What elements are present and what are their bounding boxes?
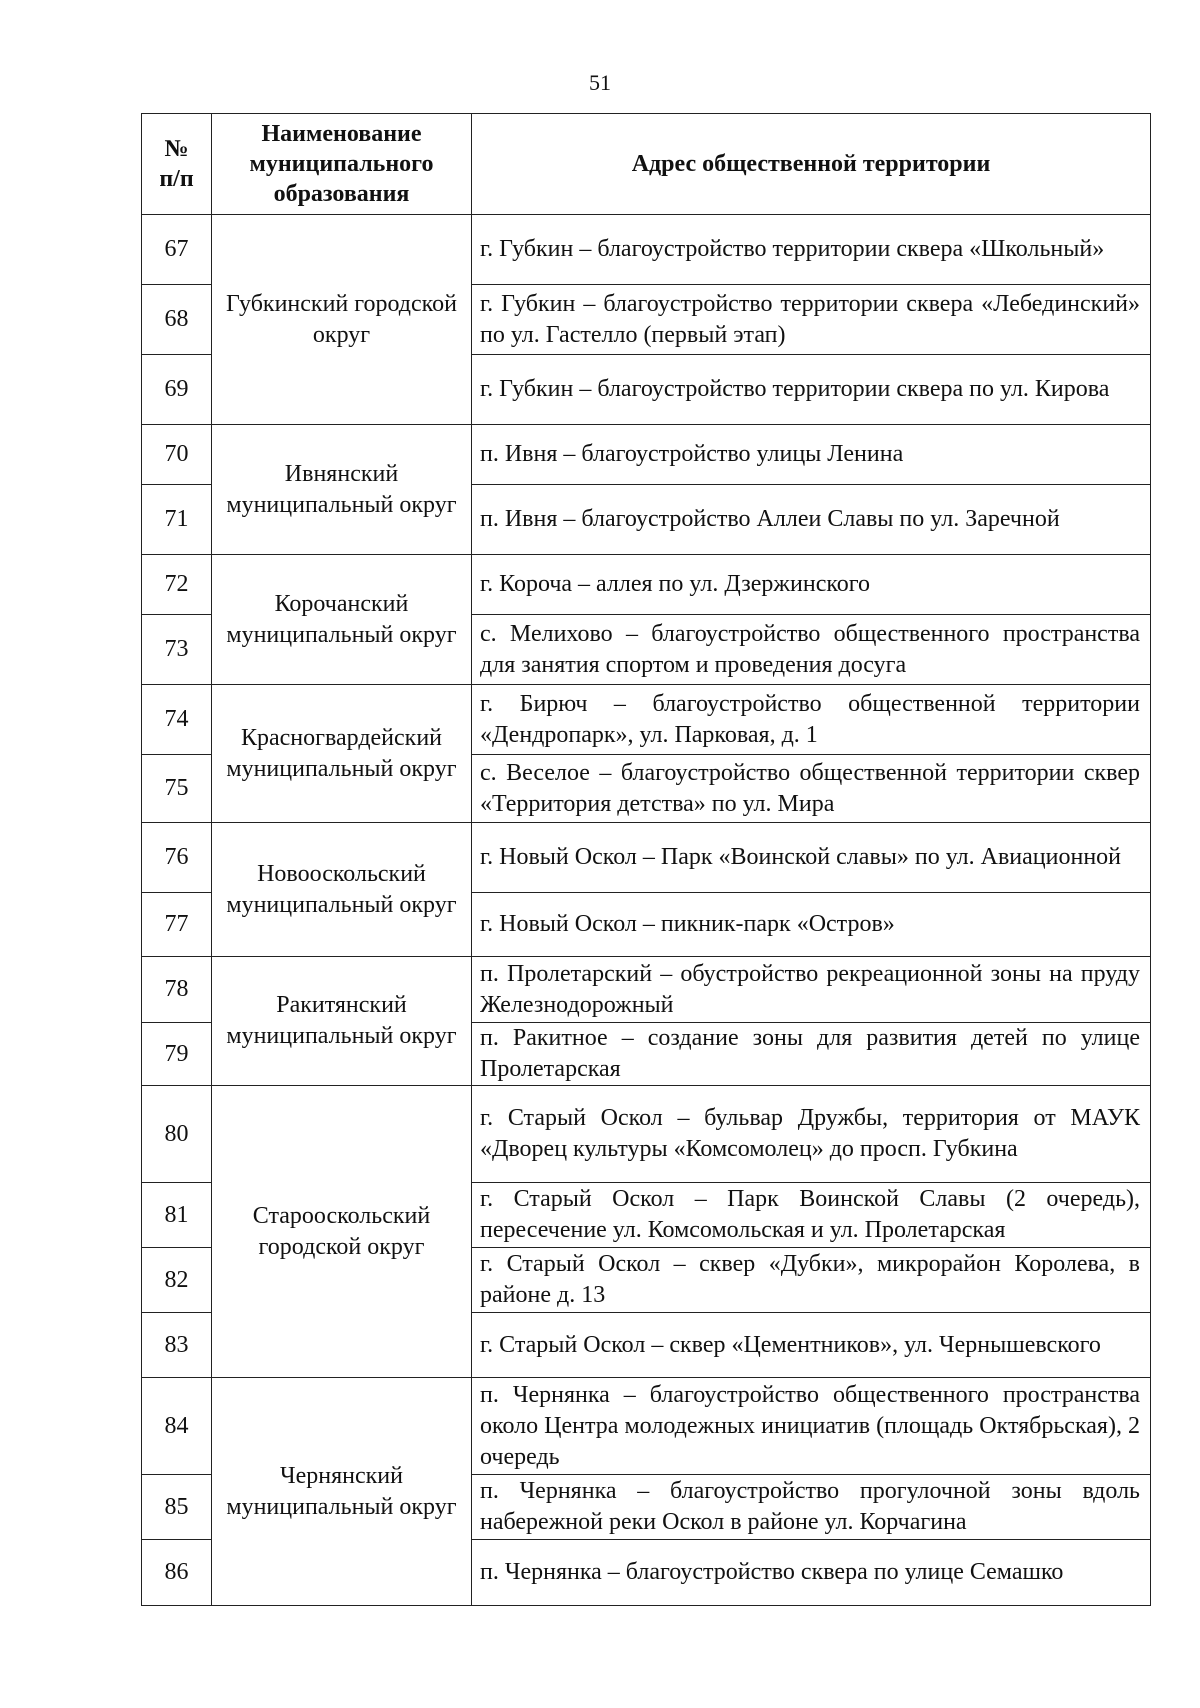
row-num: 76 — [142, 823, 212, 893]
page-number: 51 — [589, 70, 611, 95]
row-num: 70 — [142, 425, 212, 485]
address-cell: г. Старый Оскол – бульвар Дружбы, территория от МАУК «Дворец культуры «Комсомолец» до просп. Губкина — [472, 1086, 1151, 1183]
municipality-cell: Чернянский муниципальный округ — [212, 1378, 472, 1606]
address-cell: п. Чернянка – благоустройство сквера по улице Семашко — [472, 1540, 1151, 1606]
table-row — [142, 425, 1151, 485]
row-num: 78 — [142, 957, 212, 1023]
table-row — [142, 823, 1151, 893]
row-num: 84 — [142, 1378, 212, 1475]
header-address: Адрес общественной территории — [472, 114, 1151, 215]
row-num: 82 — [142, 1248, 212, 1313]
table-header-row — [142, 114, 1151, 215]
address-cell: г. Короча – аллея по ул. Дзержинского — [472, 555, 1151, 615]
address-cell: г. Губкин – благоустройство территории сквера «Школьный» — [472, 215, 1151, 285]
table-row — [142, 1086, 1151, 1183]
municipality-cell: Корочанский муниципальный округ — [212, 555, 472, 685]
address-cell: г. Новый Оскол – пикник-парк «Остров» — [472, 893, 1151, 957]
address-cell: г. Бирюч – благоустройство общественной территории «Дендропарк», ул. Парковая, д. 1 — [472, 685, 1151, 755]
address-cell: с. Веселое – благоустройство общественной территории сквер «Территория детства» по ул. Мира — [472, 755, 1151, 823]
row-num: 86 — [142, 1540, 212, 1606]
municipality-cell: Ивнянский муниципальный округ — [212, 425, 472, 555]
municipality-cell: Губкинский городской округ — [212, 215, 472, 425]
address-cell: п. Пролетарский – обустройство рекреационной зоны на пруду Железнодорожный — [472, 957, 1151, 1023]
address-cell: п. Чернянка – благоустройство общественного пространства около Центра молодежных инициатив (площадь Октябрьская), 2 очередь — [472, 1378, 1151, 1475]
address-cell: п. Ракитное – создание зоны для развития детей по улице Пролетарская — [472, 1023, 1151, 1086]
row-num: 81 — [142, 1183, 212, 1248]
municipality-cell: Старооскольский городской округ — [212, 1086, 472, 1378]
territories-table — [141, 113, 1151, 1606]
municipality-cell: Ракитянский муниципальный округ — [212, 957, 472, 1086]
row-num: 71 — [142, 485, 212, 555]
table-row — [142, 555, 1151, 615]
row-num: 72 — [142, 555, 212, 615]
row-num: 68 — [142, 285, 212, 355]
address-cell: г. Старый Оскол – сквер «Дубки», микрорайон Королева, в районе д. 13 — [472, 1248, 1151, 1313]
address-cell: п. Ивня – благоустройство Аллеи Славы по ул. Заречной — [472, 485, 1151, 555]
municipality-cell: Новооскольский муниципальный округ — [212, 823, 472, 957]
header-num: № п/п — [142, 114, 212, 215]
row-num: 69 — [142, 355, 212, 425]
address-cell: с. Мелихово – благоустройство общественного пространства для занятия спортом и проведения досуга — [472, 615, 1151, 685]
address-cell: г. Губкин – благоустройство территории сквера «Лебединский» по ул. Гастелло (первый этап) — [472, 285, 1151, 355]
table-row — [142, 215, 1151, 285]
address-cell: г. Старый Оскол – Парк Воинской Славы (2 очередь), пересечение ул. Комсомольская и ул. Пролетарская — [472, 1183, 1151, 1248]
address-cell: г. Губкин – благоустройство территории сквера по ул. Кирова — [472, 355, 1151, 425]
row-num: 85 — [142, 1475, 212, 1540]
header-municipality: Наименование муниципального образования — [212, 114, 472, 215]
address-cell: п. Ивня – благоустройство улицы Ленина — [472, 425, 1151, 485]
table-row — [142, 1378, 1151, 1475]
municipality-cell: Красногвардейский муниципальный округ — [212, 685, 472, 823]
row-num: 74 — [142, 685, 212, 755]
row-num: 79 — [142, 1023, 212, 1086]
row-num: 73 — [142, 615, 212, 685]
address-cell: п. Чернянка – благоустройство прогулочной зоны вдоль набережной реки Оскол в районе ул. Корчагина — [472, 1475, 1151, 1540]
address-cell: г. Старый Оскол – сквер «Цементников», ул. Чернышевского — [472, 1313, 1151, 1378]
row-num: 80 — [142, 1086, 212, 1183]
address-cell: г. Новый Оскол – Парк «Воинской славы» по ул. Авиационной — [472, 823, 1151, 893]
table-row — [142, 957, 1151, 1023]
table-row — [142, 685, 1151, 755]
row-num: 67 — [142, 215, 212, 285]
row-num: 75 — [142, 755, 212, 823]
row-num: 77 — [142, 893, 212, 957]
row-num: 83 — [142, 1313, 212, 1378]
